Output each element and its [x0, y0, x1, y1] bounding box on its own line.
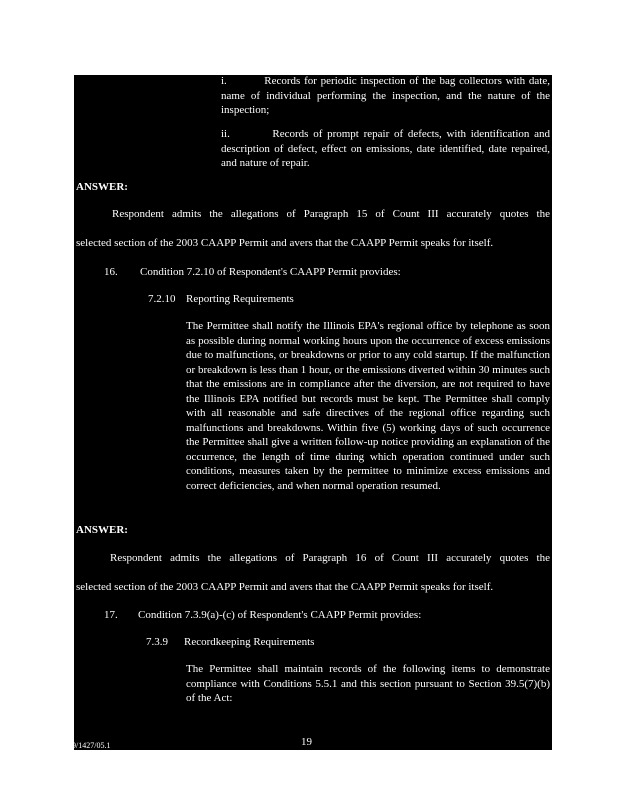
- para-16-number: 16.: [104, 266, 118, 278]
- para-17-section-number: 7.3.9: [146, 636, 168, 648]
- answer-15-line2: selected section of the 2003 CAAPP Permit and avers that the CAAPP Permit speaks for itself.: [76, 237, 494, 249]
- answer-16-heading: ANSWER:: [76, 524, 128, 536]
- answer-16-line1: Respondent admits the allegations of Paragraph 16 of Count III accurately quotes the: [110, 552, 550, 564]
- page-number: 19: [301, 736, 312, 748]
- para-16-section-number: 7.2.10: [148, 293, 176, 305]
- answer-16-line2: selected section of the 2003 CAAPP Permit and avers that the CAAPP Permit speaks for itself.: [76, 581, 494, 593]
- document-id: 9/1427/05.1: [72, 741, 111, 750]
- answer-15-line1: Respondent admits the allegations of Paragraph 15 of Count III accurately quotes the: [112, 208, 550, 220]
- para-16-section-title: Reporting Requirements: [186, 293, 294, 305]
- item-i: [221, 74, 550, 118]
- para-17-section-title: Recordkeeping Requirements: [184, 636, 315, 648]
- para-17-body: The Permittee shall maintain records of the following items to demonstrate compliance with Conditions 5.5.1 and this section pursuant to Section 39.5(7)(b) of the Act:: [186, 663, 550, 704]
- item-ii-text: [221, 127, 550, 171]
- para-17-number: 17.: [104, 609, 118, 621]
- answer-15-heading: ANSWER:: [76, 181, 128, 193]
- item-ii: [221, 127, 550, 171]
- item-ii-body: Records of prompt repair of defects, with identification and description of defect, effect on emissions, date identified, date repaired, and nature of repair.: [221, 128, 551, 169]
- para-16-intro: Condition 7.2.10 of Respondent's CAAPP Permit provides:: [140, 266, 401, 278]
- para-16-body: The Permittee shall notify the Illinois EPA's regional office by telephone as soon as possible during normal working hours upon the occurrence of excess emissions due to malfunctions, or breakdowns or prior to any cold startup. If the malfunction or breakdown is less than 1 hour, or the emissions diverted within 30 minutes such that the emissions are in compliance after the diversion, are not required to have the Illinois EPA notified but records must be kept. The Permittee shall comply with all reasonable and safe directives of the regional office regarding such malfunctions and breakdowns. Within five (5) working days of such occurrence the Permittee shall give a written follow-up notice providing an explanation of the occurrence, the length of time during which operation continued under such conditions, measures taken by the permittee to minimize excess emissions and correct deficiencies, and when normal operation resumed.: [186, 320, 550, 492]
- item-i-body: Records for periodic inspection of the bag collectors with date, name of individual performing the inspection, and the nature of the inspection;: [221, 75, 550, 116]
- item-ii-label: ii.: [221, 128, 230, 140]
- item-i-label: i.: [221, 75, 227, 87]
- item-i-text: [221, 74, 550, 118]
- para-17-intro: Condition 7.3.9(a)-(c) of Respondent's CAAPP Permit provides:: [138, 609, 422, 621]
